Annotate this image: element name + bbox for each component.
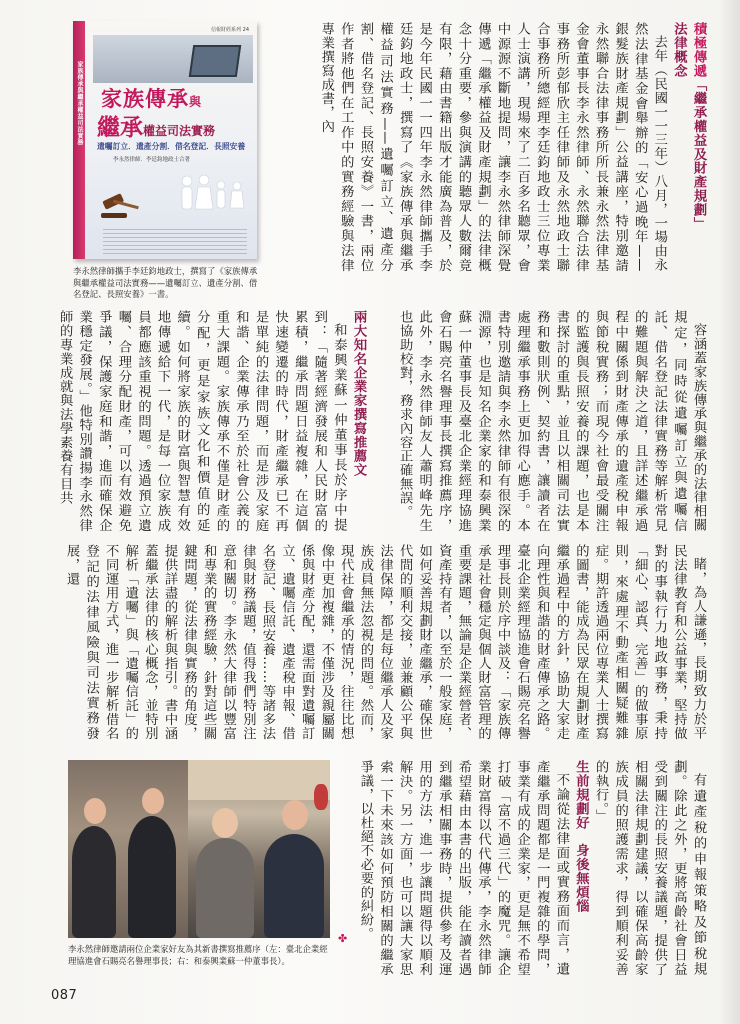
column-3 [57, 310, 368, 532]
cover-author: 李永然律師．李廷鈞地政士合著 [113, 157, 191, 163]
heading-2: 兩大知名企業家撰寫推薦文 [351, 310, 366, 477]
cover-caption: 李永然律師攜手李廷鈞地政士，撰寫了《家族傳承與繼承權益司法實務——遺囑訂立、遺產分割、借名登記、長照安養》一書。 [73, 266, 258, 299]
heading-1-quote: 「繼承權益及財產規劃」 [691, 77, 706, 231]
family-people-icon [177, 171, 249, 221]
heading-3: 生前規劃好 身後無煩惱 [573, 760, 589, 913]
person-4 [264, 834, 324, 938]
article-paragraph-5b: 不論從法律面或實務面而言，遺產繼承問題都是一門複雜的學問，事業有成的企業家，更是無不希望打破「富不過三代」的魔咒。讓企業財富得以代代傳承，李永然律師希望藉由本書的出版，能在讀者遇到繼承相關事務時，提供參考及運用的方法，進一步讓問題得以順利解決。另一方面，也可以讓大家思索一下未來該如何預防相關的繼承爭議，以杜絕不必要的糾紛。 [357, 760, 569, 976]
article-paragraph-4: 睹，為人謙遜，長期致力於平民法律教育和公益事業，堅持做對的事執行力地政事務，秉持「細心、認真、完善」的做事原則，來處理不動產相關疑難雜症。期許透過兩位專業人士撰寫的圖書，能成為民眾在規劃財產繼承過程中的方針，協助大家走向理性與和諧的財產傳承之路。臺北企業經理協進會石賜亮名譽理事長則於序中談及：「家族傳承是社會穩定與個人財富管理的重要課題，無論是企業經營者、資產持有者，以至於一般家庭，如何妥善規劃財產繼承，確保世代間的順利交接，並兼顧公平與法律保障，都是每位繼承人及家族成員無法忽視的問題。然而，現代社會繼承的情況，往往比想像中更加複雜，不僅涉及親屬關係與財產分配，還需面對遺囑訂立、遺囑信託、遺產稅申報、借名登記、長照安養……等諸多法律與財務議題，值得我們特別注意和關切。李永然大律師以豐富和專業的實務經驗，針對這些關鍵問題，從法律與實務的角度，提供詳盡的解析與指引。書中涵蓋繼承法律的核心概念，並特別解析「遺囑」與「遺囑信託」的不同運用方式，進一步解析借名登記的法律風險與司法實務發展，還 [64, 544, 706, 740]
cover-subtitle: 遺囑訂立．遺產分割．借名登記．長照安養 [97, 142, 246, 151]
cover-title-line2: 繼承權益司法實務 [97, 115, 216, 141]
cover-blurb-text [103, 229, 247, 255]
clover-icon: ✤ [338, 932, 348, 945]
gavel-icon [99, 191, 143, 219]
person-3 [196, 838, 254, 938]
column-4 [64, 544, 708, 740]
cover-spine-title: 家族傳承與繼承權益司法實務 [76, 61, 83, 146]
photo-caption: 李永然律師邀請兩位企業家好友為其新書撰寫推薦序（左：臺北企業經理協進會石賜亮名譽理事長；右：和泰興業蘇一仲董事長）。 [68, 944, 328, 966]
heading-1-mark: 積極傳遞 [691, 22, 706, 78]
column-5-top [318, 22, 708, 272]
laptop-icon [189, 45, 241, 77]
column-5 [338, 760, 708, 976]
person-2 [128, 816, 176, 938]
heading-1-tail: 法律概念 [671, 22, 687, 78]
flower-decoration-icon [314, 784, 328, 810]
article-paragraph-5a: 有遺產稅的申報策略及節稅規劃。除此之外，更將高齡社會日益受到關注的長照安養議題，提供了相關法律規劃建議，以確保高齡家族成員的照護需求，得到順利妥善的執行。」 [593, 760, 706, 976]
page-number: 087 [51, 988, 78, 1003]
column-2 [373, 310, 708, 532]
page-spine-shadow [722, 0, 740, 1024]
article-paragraph-2: 容涵蓋家族傳承與繼承的法律相關規定，同時從遺囑訂立與遺囑信託、借名登記法律實務等解析常見的難題與解決之道，且詳述繼承過程中關係到財產傳承的遺產稅申報與節稅實務；而現今社會最受關注的監護與長照安養的課題，也是本書探討的重點，並且以相關司法實務和數則狀例、契約書，讓讀者在處理繼承事務上更加得心應手。本書特別邀請與李永然律師有很深的淵源，也是知名企業家的和泰興業蘇一仲董事長及臺北企業經理協進會石賜亮名譽理事長撰寫推薦序，此外，李永然律師友人蕭明峰先生也協助校對，務求內容正確無誤。 [397, 310, 706, 532]
cover-title-line1: 家族傳承與 [101, 87, 203, 111]
article-paragraph-3: 和泰興業蘇一仲董事長於序中提到：「隨著經濟發展和人民財富的累積，繼承問題日益複雜，在這個快速變遷的時代，財產繼承已不再是單純的法律問題，而是涉及家庭和諧、企業傳承乃至於社會公義的重大課題。家族傳承不僅是財產的分配，更是家族文化和價值的延續。如何將家族的財富與智慧有效地傳遞給下一代，是每一位家族成員都應該重視的問題。透過預立遺囑、合理分配財產，可以有效避免爭議，保護家庭和諧，進而確保企業穩定發展。」他特別讚揚李永然律師的專業成就與法學素養有目共 [57, 310, 347, 532]
cover-series-label: 信報財經系列 24 [211, 27, 249, 33]
article-paragraph-1: 去年（民國一一三年）八月，一場由永然法律基金會舉辦的「安心過晚年——銀髮族財產規劃」公益講座，特別邀請永然聯合法律事務所所長兼永然法律基金會董事長李永然律師、永然聯合法律事務所彭郁欣主任律師及永然地政士聯合事務所總經理李廷鈞地政士三位專業人士演講，現場來了二百多名聽眾，會中源源不斷地提問，讓李永然律師深覺傳遞「繼承權益及財產規劃」的法律概念十分重要，參與演講的聽眾人數爾竟有限，藉由書籍出版才能廣為普及，於是今年民國一一四年李永然律師攜手李廷鈞地政士，撰寫了《家族傳承與繼承權益司法實務——遺囑訂立、遺產分割、借名登記、長照安養》一書，兩位作者將他們在工作中的實務經驗與法律專業撰寫成書，內 [318, 22, 667, 272]
person-1 [72, 826, 116, 938]
group-photo [68, 760, 330, 938]
book-cover-image [73, 21, 257, 259]
